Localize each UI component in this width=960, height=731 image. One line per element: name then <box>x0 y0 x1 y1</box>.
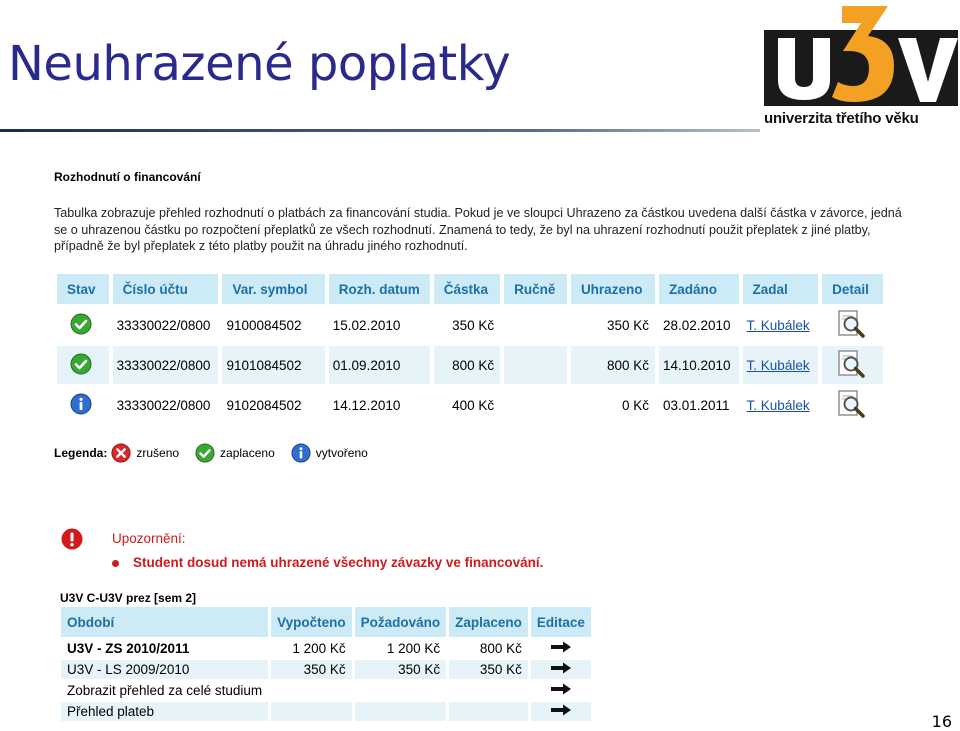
date-cell: 01.09.2010 <box>329 344 434 384</box>
account-cell: 33330022/0800 <box>113 384 223 424</box>
column-header-entered[interactable]: Zadáno <box>659 274 743 304</box>
legend-item-created <box>291 443 368 463</box>
edit-cell[interactable] <box>531 637 594 658</box>
legend-item-paid <box>195 443 275 463</box>
bullet-dot <box>112 560 119 567</box>
var-symbol-cell: 9102084502 <box>222 384 328 424</box>
table-row <box>57 304 887 344</box>
logo-caption: univerzita třetího věku <box>764 110 919 127</box>
legend-item-cancelled <box>111 443 179 463</box>
warning-exclamation-icon <box>61 528 83 550</box>
required-cell <box>355 700 450 721</box>
column-header-paid[interactable]: Uhrazeno <box>571 274 659 304</box>
column-header-amount[interactable]: Částka <box>434 274 504 304</box>
entered-by-link[interactable]: T. Kubálek <box>746 317 810 333</box>
column-header-required[interactable]: Požadováno <box>355 607 450 637</box>
program-title: U3V C-U3V prez [sem 2] <box>60 591 197 605</box>
legend-item-label: zrušeno <box>136 446 180 460</box>
column-header-var-symbol[interactable]: Var. symbol <box>222 274 328 304</box>
table-row <box>61 679 594 700</box>
account-cell: 33330022/0800 <box>113 344 223 384</box>
paid-check-icon <box>70 353 92 375</box>
var-symbol-cell: 9101084502 <box>222 344 328 384</box>
manual-cell <box>504 304 571 344</box>
table-row <box>57 344 887 384</box>
legend-label: Legenda: <box>54 446 108 460</box>
status-cell <box>57 304 113 344</box>
status-legend <box>54 443 384 463</box>
period-cell: U3V - LS 2009/2010 <box>61 658 271 679</box>
decision-intro-text: Tabulka zobrazuje přehled rozhodnutí o platbách za financování studia. Pokud je ve sloupci Uhrazeno za částkou uvedena další částka v závorce, jedná se o uhrazenou částku po rozpočtení přeplatků ze všech rozhodnutí. Znamená to tedy, že byl na uhrazení rozhodnutí použit přeplatek z jiné platby, případně že byl přeplatek z této platby použit na úhradu jiného rozhodnutí. <box>54 206 902 253</box>
arrow-right-icon[interactable] <box>550 704 572 716</box>
column-header-stav[interactable]: Stav <box>57 274 113 304</box>
warning-message-text: Student dosud nemá uhrazené všechny závazky ve financování. <box>133 555 544 570</box>
paid-check-icon <box>195 443 215 463</box>
table-row <box>61 658 594 679</box>
period-cell[interactable]: Přehled plateb <box>61 700 271 721</box>
column-header-paid[interactable]: Zaplaceno <box>449 607 531 637</box>
edit-cell[interactable] <box>531 658 594 679</box>
slide-title: Neuhrazené poplatky <box>8 36 511 92</box>
computed-cell <box>271 679 355 700</box>
created-info-icon <box>70 393 92 415</box>
computed-cell <box>271 700 355 721</box>
paid-cell: 350 Kč <box>449 658 531 679</box>
paid-check-icon <box>70 313 92 335</box>
entered-by-cell <box>743 384 823 424</box>
magnifier-document-icon[interactable] <box>836 309 866 339</box>
required-cell <box>355 679 450 700</box>
status-cell <box>57 384 113 424</box>
period-cell: U3V - ZS 2010/2011 <box>61 637 271 658</box>
decisions-header-row <box>57 274 887 304</box>
date-cell: 14.12.2010 <box>329 384 434 424</box>
periods-table <box>61 607 594 721</box>
legend-item-label: zaplaceno <box>220 446 275 460</box>
manual-cell <box>504 344 571 384</box>
u3v-logo-mark <box>760 4 960 108</box>
arrow-right-icon[interactable] <box>550 641 572 653</box>
detail-cell[interactable] <box>822 304 887 344</box>
created-info-icon <box>291 443 311 463</box>
page-number: 16 <box>931 712 952 731</box>
paid-cell: 800 Kč <box>449 637 531 658</box>
amount-cell: 400 Kč <box>434 384 504 424</box>
arrow-right-icon[interactable] <box>550 683 572 695</box>
computed-cell: 1 200 Kč <box>271 637 355 658</box>
entered-by-cell <box>743 344 823 384</box>
column-header-computed[interactable]: Vypočteno <box>271 607 355 637</box>
paid-cell <box>449 679 531 700</box>
computed-cell: 350 Kč <box>271 658 355 679</box>
magnifier-document-icon[interactable] <box>836 389 866 419</box>
paid-cell: 350 Kč <box>571 304 659 344</box>
detail-cell[interactable] <box>822 384 887 424</box>
account-cell: 33330022/0800 <box>113 304 223 344</box>
warning-title: Upozornění: <box>112 531 186 546</box>
periods-header-row <box>61 607 594 637</box>
entered-cell: 28.02.2010 <box>659 304 743 344</box>
column-header-entered-by[interactable]: Zadal <box>743 274 823 304</box>
legend-item-label: vytvořeno <box>315 446 368 460</box>
cancelled-x-icon <box>111 443 131 463</box>
warning-message <box>112 555 543 570</box>
column-header-edit[interactable]: Editace <box>531 607 594 637</box>
var-symbol-cell: 9100084502 <box>222 304 328 344</box>
date-cell: 15.02.2010 <box>329 304 434 344</box>
table-row <box>57 384 887 424</box>
status-cell <box>57 344 113 384</box>
entered-by-link[interactable]: T. Kubálek <box>746 357 810 373</box>
column-header-account[interactable]: Číslo účtu <box>113 274 223 304</box>
paid-cell: 800 Kč <box>571 344 659 384</box>
entered-cell: 14.10.2010 <box>659 344 743 384</box>
manual-cell <box>504 384 571 424</box>
table-row <box>61 637 594 658</box>
title-divider <box>0 129 760 132</box>
required-cell: 350 Kč <box>355 658 450 679</box>
column-header-manual[interactable]: Ručně <box>504 274 571 304</box>
edit-cell[interactable] <box>531 700 594 721</box>
arrow-right-icon[interactable] <box>550 662 572 674</box>
period-cell[interactable]: Zobrazit přehled za celé studium <box>61 679 271 700</box>
column-header-date[interactable]: Rozh. datum <box>329 274 434 304</box>
required-cell: 1 200 Kč <box>355 637 450 658</box>
magnifier-document-icon[interactable] <box>836 349 866 379</box>
decision-section-title: Rozhodnutí o financování <box>54 170 201 184</box>
detail-cell[interactable] <box>822 344 887 384</box>
entered-by-cell <box>743 304 823 344</box>
amount-cell: 800 Kč <box>434 344 504 384</box>
amount-cell: 350 Kč <box>434 304 504 344</box>
entered-by-link[interactable]: T. Kubálek <box>746 397 810 413</box>
entered-cell: 03.01.2011 <box>659 384 743 424</box>
paid-cell <box>449 700 531 721</box>
column-header-period[interactable]: Období <box>61 607 271 637</box>
paid-cell: 0 Kč <box>571 384 659 424</box>
u3v-logo <box>760 4 960 132</box>
decisions-table <box>57 274 887 424</box>
table-row <box>61 700 594 721</box>
edit-cell[interactable] <box>531 679 594 700</box>
column-header-detail[interactable]: Detail <box>822 274 887 304</box>
